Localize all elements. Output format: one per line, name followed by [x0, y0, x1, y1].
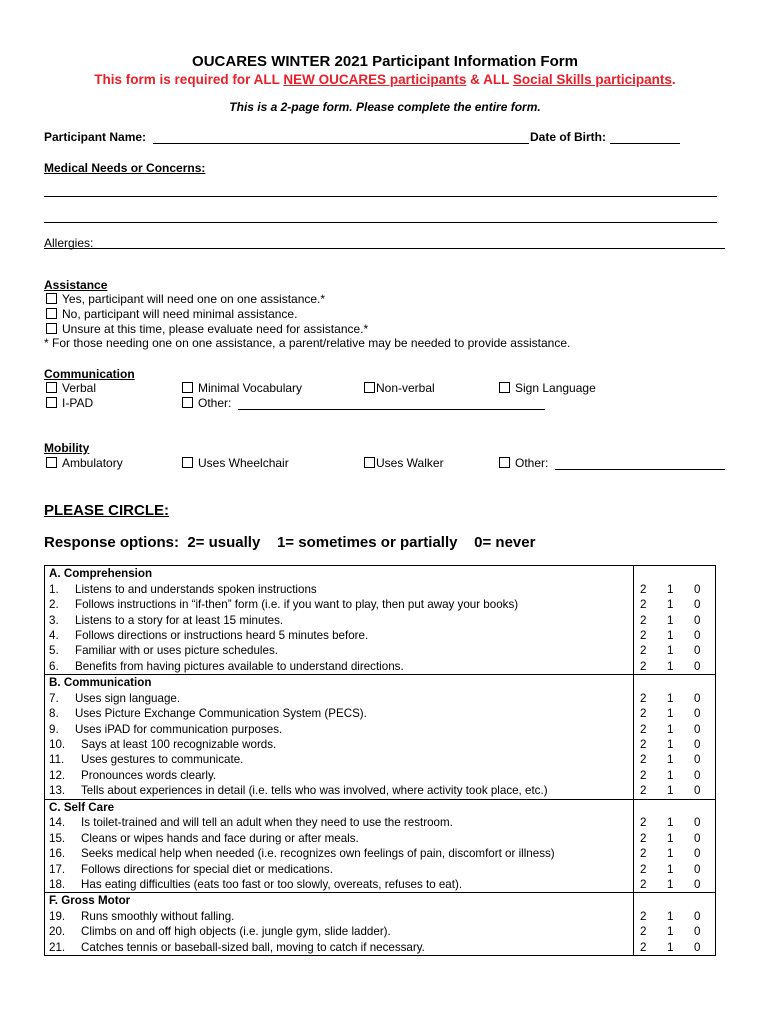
comm-option-label: Non-verbal [376, 381, 435, 395]
required-group-new: NEW OUCARES participants [283, 72, 467, 87]
assistance-option-label: No, participant will need minimal assistance. [62, 307, 298, 321]
mobility-option-label: Ambulatory [62, 456, 123, 470]
question-text [45, 612, 634, 627]
question-text [45, 643, 634, 658]
score-header-cell [634, 799, 716, 815]
question-text [45, 752, 634, 767]
assistance-option-yes[interactable] [46, 292, 325, 306]
participant-name-label: Participant Name: [44, 130, 147, 144]
question-row [45, 612, 716, 627]
score-option-0[interactable]: 0 [694, 925, 701, 939]
score-option-1[interactable]: 1 [667, 707, 674, 721]
question-number: 14. [49, 816, 66, 830]
question-text [45, 830, 634, 845]
question-row [45, 768, 716, 783]
question-text [45, 924, 634, 939]
question-number: 3. [49, 613, 59, 627]
section-header-row [45, 893, 716, 909]
question-label: Familiar with or uses picture schedules. [75, 644, 278, 658]
score-option-0[interactable]: 0 [694, 768, 701, 782]
question-row [45, 909, 716, 924]
score-option-2[interactable]: 2 [634, 861, 662, 876]
score-option-2[interactable]: 2 [634, 659, 662, 675]
question-text [45, 783, 634, 799]
comm-option-sign-language[interactable] [499, 381, 596, 395]
mobility-option-wheelchair[interactable] [182, 456, 289, 470]
required-group-social: Social Skills participants [512, 72, 672, 87]
question-number: 10. [49, 738, 66, 752]
score-option-1[interactable]: 1 [667, 628, 674, 642]
question-number: 15. [49, 831, 66, 845]
question-number: 4. [49, 628, 59, 642]
question-row [45, 706, 716, 721]
question-number: 16. [49, 847, 66, 861]
mobility-option-ambulatory[interactable] [46, 456, 123, 470]
score-option-0[interactable]: 0 [694, 613, 701, 627]
score-option-1[interactable]: 1 [667, 862, 674, 876]
question-text [45, 877, 634, 893]
score-option-0[interactable]: 0 [694, 598, 701, 612]
section-title: F. Gross Motor [45, 893, 634, 909]
question-number: 12. [49, 768, 66, 782]
question-number: 20. [49, 925, 66, 939]
question-number: 18. [49, 877, 66, 891]
comm-option-label: Other: [198, 396, 232, 410]
question-row [45, 659, 716, 675]
score-option-1[interactable]: 1 [667, 644, 674, 658]
section-header-row [45, 566, 716, 582]
score-option-0[interactable]: 0 [694, 722, 701, 736]
question-text [45, 768, 634, 783]
question-label: Uses Picture Exchange Communication System (PECS). [75, 707, 367, 721]
score-option-0[interactable]: 0 [694, 753, 701, 767]
question-label: Climbs on and off high objects (i.e. jungle gym, slide ladder). [81, 925, 391, 939]
mobility-heading: Mobility [44, 441, 90, 455]
question-text [45, 691, 634, 706]
section-title: B. Communication [45, 675, 634, 691]
checkbox[interactable] [46, 293, 57, 304]
section-header-row [45, 675, 716, 691]
question-label: Uses gestures to communicate. [81, 753, 244, 767]
score-option-0[interactable]: 0 [694, 862, 701, 876]
score-option-1[interactable]: 1 [667, 598, 674, 612]
score-option-0[interactable]: 0 [694, 847, 701, 861]
score-option-2[interactable]: 2 [634, 877, 662, 893]
score-option-2[interactable]: 2 [634, 721, 662, 736]
question-label: Benefits from having pictures available to understand directions. [75, 659, 404, 673]
two-page-note: This is a 2-page form. Please complete the entire form. [229, 100, 541, 114]
assistance-option-no[interactable] [46, 307, 297, 321]
question-label: Uses iPAD for communication purposes. [75, 722, 283, 736]
score-option-1[interactable]: 1 [667, 659, 674, 673]
comm-option-label: I-PAD [62, 396, 94, 410]
question-text [45, 940, 634, 956]
question-number: 13. [49, 784, 66, 798]
checkbox[interactable] [182, 397, 193, 408]
question-label: Uses sign language. [75, 691, 181, 705]
participant-name-field[interactable] [153, 143, 529, 144]
score-option-2[interactable]: 2 [634, 846, 662, 861]
question-label: Cleans or wipes hands and face during or after meals. [81, 831, 359, 845]
checkbox[interactable] [182, 382, 193, 393]
question-number: 7. [49, 691, 59, 705]
question-number: 9. [49, 722, 59, 736]
comm-option-label: Sign Language [515, 381, 596, 395]
question-row [45, 783, 716, 799]
question-label: Is toilet-trained and will tell an adult when they need to use the restroom. [81, 816, 453, 830]
score-option-1[interactable]: 1 [667, 691, 674, 705]
checkbox[interactable] [46, 397, 57, 408]
score-option-2[interactable]: 2 [634, 783, 662, 799]
form-title: OUCARES WINTER 2021 Participant Information Form [192, 53, 578, 70]
score-option-0[interactable]: 0 [694, 831, 701, 845]
score-option-2[interactable]: 2 [634, 643, 662, 658]
score-option-2[interactable]: 2 [634, 815, 662, 830]
score-option-1[interactable]: 1 [667, 753, 674, 767]
communication-heading: Communication [44, 367, 135, 381]
score-option-2[interactable]: 2 [634, 691, 662, 706]
score-option-1[interactable]: 1 [667, 784, 674, 798]
question-label: Pronounces words clearly. [81, 768, 217, 782]
medical-line-2[interactable] [44, 222, 717, 223]
question-number: 2. [49, 598, 59, 612]
question-number: 8. [49, 707, 59, 721]
question-label: Follows directions or instructions heard 5 minutes before. [75, 628, 369, 642]
score-option-2[interactable]: 2 [634, 940, 662, 956]
question-row [45, 830, 716, 845]
comm-option-ipad[interactable] [46, 396, 93, 410]
score-option-1[interactable]: 1 [667, 722, 674, 736]
rating-table [44, 565, 716, 956]
required-mid: & ALL [466, 72, 513, 87]
checkbox[interactable] [46, 323, 57, 334]
question-text [45, 659, 634, 675]
checkbox[interactable] [499, 457, 510, 468]
question-row [45, 877, 716, 893]
checkbox[interactable] [364, 382, 375, 393]
please-circle-heading: PLEASE CIRCLE: [44, 502, 170, 519]
score-option-1[interactable]: 1 [667, 940, 674, 954]
medical-line-1[interactable] [44, 196, 717, 197]
question-label: Seeks medical help when needed (i.e. recognizes own feelings of pain, discomfort or illness) [81, 847, 555, 861]
required-suffix: . [671, 72, 676, 87]
score-option-0[interactable]: 0 [694, 707, 701, 721]
checkbox[interactable] [182, 457, 193, 468]
score-option-2[interactable]: 2 [634, 597, 662, 612]
question-text [45, 909, 634, 924]
question-label: Listens to and understands spoken instructions [75, 582, 317, 596]
checkbox[interactable] [364, 457, 375, 468]
mobility-option-walker[interactable] [364, 456, 444, 470]
question-text [45, 815, 634, 830]
score-option-2[interactable]: 2 [634, 909, 662, 924]
question-row [45, 846, 716, 861]
question-label: Has eating difficulties (eats too fast or too slowly, overeats, refuses to eat). [81, 877, 463, 891]
score-option-1[interactable]: 1 [667, 582, 674, 596]
section-header-row [45, 799, 716, 815]
question-text [45, 846, 634, 861]
assistance-footnote: * For those needing one on one assistance, a parent/relative may be needed to provide assistance. [44, 336, 571, 350]
required-notice [0, 72, 770, 87]
score-option-2[interactable]: 2 [634, 752, 662, 767]
assistance-heading: Assistance [44, 278, 108, 292]
score-header-cell [634, 566, 716, 582]
score-option-2[interactable]: 2 [634, 581, 662, 596]
score-option-1[interactable]: 1 [667, 738, 674, 752]
section-title: A. Comprehension [49, 567, 153, 581]
question-number: 5. [49, 644, 59, 658]
question-row [45, 861, 716, 876]
required-prefix: This form is required for ALL [94, 72, 284, 87]
score-option-0[interactable]: 0 [694, 738, 701, 752]
mobility-other-field[interactable] [555, 469, 725, 470]
score-option-0[interactable]: 0 [694, 909, 701, 923]
question-text [45, 597, 634, 612]
question-row [45, 940, 716, 956]
question-text [45, 581, 634, 596]
question-row [45, 581, 716, 596]
question-text [45, 628, 634, 643]
score-header-cell [634, 893, 716, 909]
question-label: Follows instructions in “if-then” form (i.e. if you want to play, then put away your books) [75, 598, 519, 612]
question-text [45, 706, 634, 721]
question-row [45, 737, 716, 752]
score-option-1[interactable]: 1 [667, 816, 674, 830]
mobility-option-other[interactable] [499, 456, 548, 470]
question-row [45, 597, 716, 612]
assistance-option-label: Unsure at this time, please evaluate need for assistance.* [62, 322, 369, 336]
checkbox[interactable] [46, 382, 57, 393]
score-option-0[interactable]: 0 [694, 816, 701, 830]
mobility-option-label: Other: [515, 456, 549, 470]
score-option-1[interactable]: 1 [667, 768, 674, 782]
score-header-cell [634, 675, 716, 691]
comm-option-label: Verbal [62, 381, 97, 395]
assistance-option-label: Yes, participant will need one on one assistance.* [62, 292, 326, 306]
question-row [45, 752, 716, 767]
question-number: 21. [49, 940, 66, 954]
mobility-option-label: Uses Walker [376, 456, 444, 470]
question-row [45, 628, 716, 643]
score-option-0[interactable]: 0 [694, 644, 701, 658]
assistance-option-unsure[interactable] [46, 322, 368, 336]
question-number: 6. [49, 659, 59, 673]
question-number: 11. [49, 753, 65, 767]
question-row [45, 721, 716, 736]
question-text [45, 861, 634, 876]
question-text [45, 737, 634, 752]
comm-option-minimal-vocabulary[interactable] [182, 381, 302, 395]
score-option-1[interactable]: 1 [667, 613, 674, 627]
score-option-2[interactable]: 2 [634, 737, 662, 752]
question-label: Says at least 100 recognizable words. [81, 738, 277, 752]
response-options: Response options: 2= usually 1= sometimes or partially 0= never [44, 534, 536, 551]
score-option-2[interactable]: 2 [634, 768, 662, 783]
score-option-2[interactable]: 2 [634, 706, 662, 721]
comm-option-verbal[interactable] [46, 381, 96, 395]
dob-field[interactable] [610, 143, 680, 144]
question-row [45, 924, 716, 939]
question-number: 1. [49, 582, 59, 596]
allergies-label-text: Allergies [44, 236, 91, 250]
score-option-2[interactable]: 2 [634, 924, 662, 939]
question-row [45, 691, 716, 706]
score-option-0[interactable]: 0 [694, 784, 701, 798]
question-number: 19. [49, 909, 66, 923]
score-option-0[interactable]: 0 [694, 691, 701, 705]
question-number: 17. [49, 862, 66, 876]
comm-option-other[interactable] [182, 396, 231, 410]
question-label: Runs smoothly without falling. [81, 909, 235, 923]
allergies-field[interactable] [44, 248, 725, 249]
score-option-1[interactable]: 1 [667, 877, 674, 891]
checkbox[interactable] [46, 457, 57, 468]
score-option-0[interactable]: 0 [694, 659, 701, 673]
score-option-2[interactable]: 2 [634, 628, 662, 643]
question-row [45, 815, 716, 830]
comm-other-field[interactable] [238, 409, 545, 410]
question-label: Follows directions for special diet or medications. [81, 862, 333, 876]
allergies-label: Allergies: [44, 236, 94, 250]
comm-option-label: Minimal Vocabulary [198, 381, 303, 395]
score-option-1[interactable]: 1 [667, 909, 674, 923]
score-option-1[interactable]: 1 [667, 831, 674, 845]
score-option-2[interactable]: 2 [634, 612, 662, 627]
score-option-0[interactable]: 0 [694, 877, 701, 891]
score-option-0[interactable]: 0 [694, 940, 701, 954]
mobility-option-label: Uses Wheelchair [198, 456, 289, 470]
question-label: Listens to a story for at least 15 minutes. [75, 613, 284, 627]
question-row [45, 643, 716, 658]
section-title: C. Self Care [45, 799, 634, 815]
score-option-1[interactable]: 1 [667, 847, 674, 861]
question-text [45, 721, 634, 736]
score-option-0[interactable]: 0 [694, 582, 701, 596]
dob-label: Date of Birth: [530, 130, 606, 144]
score-option-0[interactable]: 0 [694, 628, 701, 642]
score-option-2[interactable]: 2 [634, 830, 662, 845]
question-label: Catches tennis or baseball-sized ball, moving to catch if necessary. [81, 940, 425, 954]
checkbox[interactable] [46, 308, 57, 319]
checkbox[interactable] [499, 382, 510, 393]
medical-label: Medical Needs or Concerns: [44, 161, 206, 175]
score-option-1[interactable]: 1 [667, 925, 674, 939]
question-label: Tells about experiences in detail (i.e. tells who was involved, where activity took place, etc.) [81, 784, 548, 798]
comm-option-nonverbal[interactable] [364, 381, 435, 395]
